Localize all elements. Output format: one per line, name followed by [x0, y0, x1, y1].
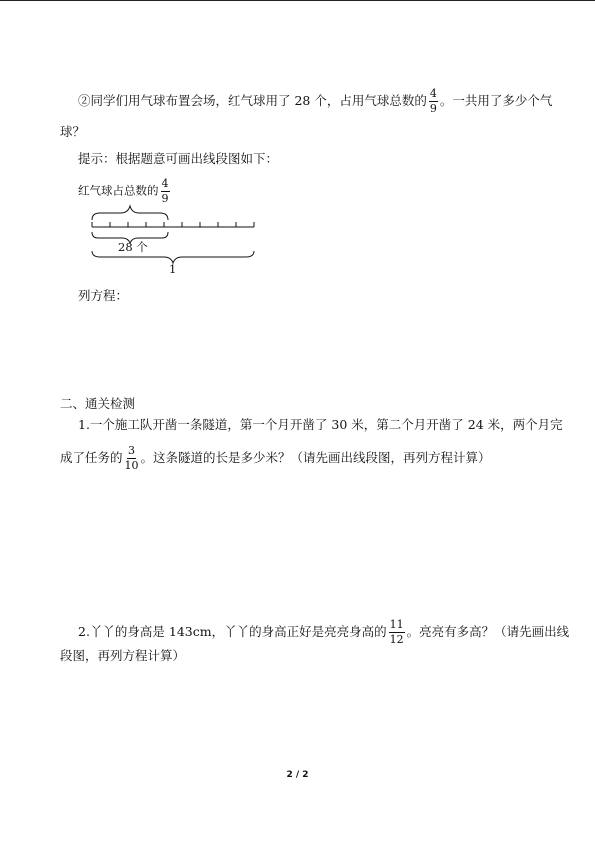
q2-line-1 — [78, 88, 552, 115]
fraction-denominator: 9 — [429, 102, 437, 115]
p1-fraction — [125, 445, 139, 472]
p2-line-2: 段图，再列方程计算） — [60, 648, 186, 663]
top-rule — [0, 0, 595, 1]
top-brace — [92, 206, 168, 220]
fraction-denominator: 12 — [389, 633, 404, 646]
line-segment-diagram — [86, 196, 266, 280]
q2-text-post: 。一共用了多少个气 — [439, 93, 553, 108]
fraction-denominator: 10 — [124, 459, 139, 472]
section-title: 二、通关检测 — [60, 396, 136, 411]
p1-text-pre: 成了任务的 — [60, 450, 123, 465]
q2-line-2: 球？ — [60, 124, 86, 139]
q2-fraction — [429, 88, 438, 115]
count-label: 28 个 — [118, 240, 148, 254]
page-number: 2 / 2 — [286, 770, 309, 780]
p2-line-1 — [78, 619, 569, 646]
p1-text-post: 。这条隧道的长是多少米？（请先画出线段图，再列方程计算） — [140, 450, 491, 465]
p1-line-1: 1.一个施工队开凿一条隧道，第一个月开凿了 30 米，第二个月开凿了 24 米，两个月完 — [78, 417, 563, 432]
fraction-numerator: 3 — [128, 444, 136, 457]
q2-text-pre: ②同学们用气球布置会场，红气球用了 28 个，占用气球总数的 — [78, 93, 427, 108]
p2-text-pre: 2.丫丫的身高是 143cm，丫丫的身高正好是亮亮身高的 — [78, 624, 387, 639]
fraction-numerator: 4 — [161, 177, 169, 190]
fraction-numerator: 4 — [429, 87, 437, 100]
total-label: 1 — [169, 262, 177, 276]
diagram-top-label-text: 红气球占总数的 — [78, 183, 159, 198]
equation-label: 列方程： — [78, 288, 129, 303]
fraction-numerator: 11 — [389, 618, 404, 631]
p2-fraction — [389, 619, 405, 646]
p2-text-post: 。亮亮有多高？（请先画出线 — [406, 624, 570, 639]
segment-ticks — [92, 222, 254, 227]
fraction-denominator: 9 — [161, 192, 169, 205]
p1-line-2 — [60, 445, 491, 472]
hint-text: 提示：根据题意可画出线段图如下： — [78, 151, 279, 166]
